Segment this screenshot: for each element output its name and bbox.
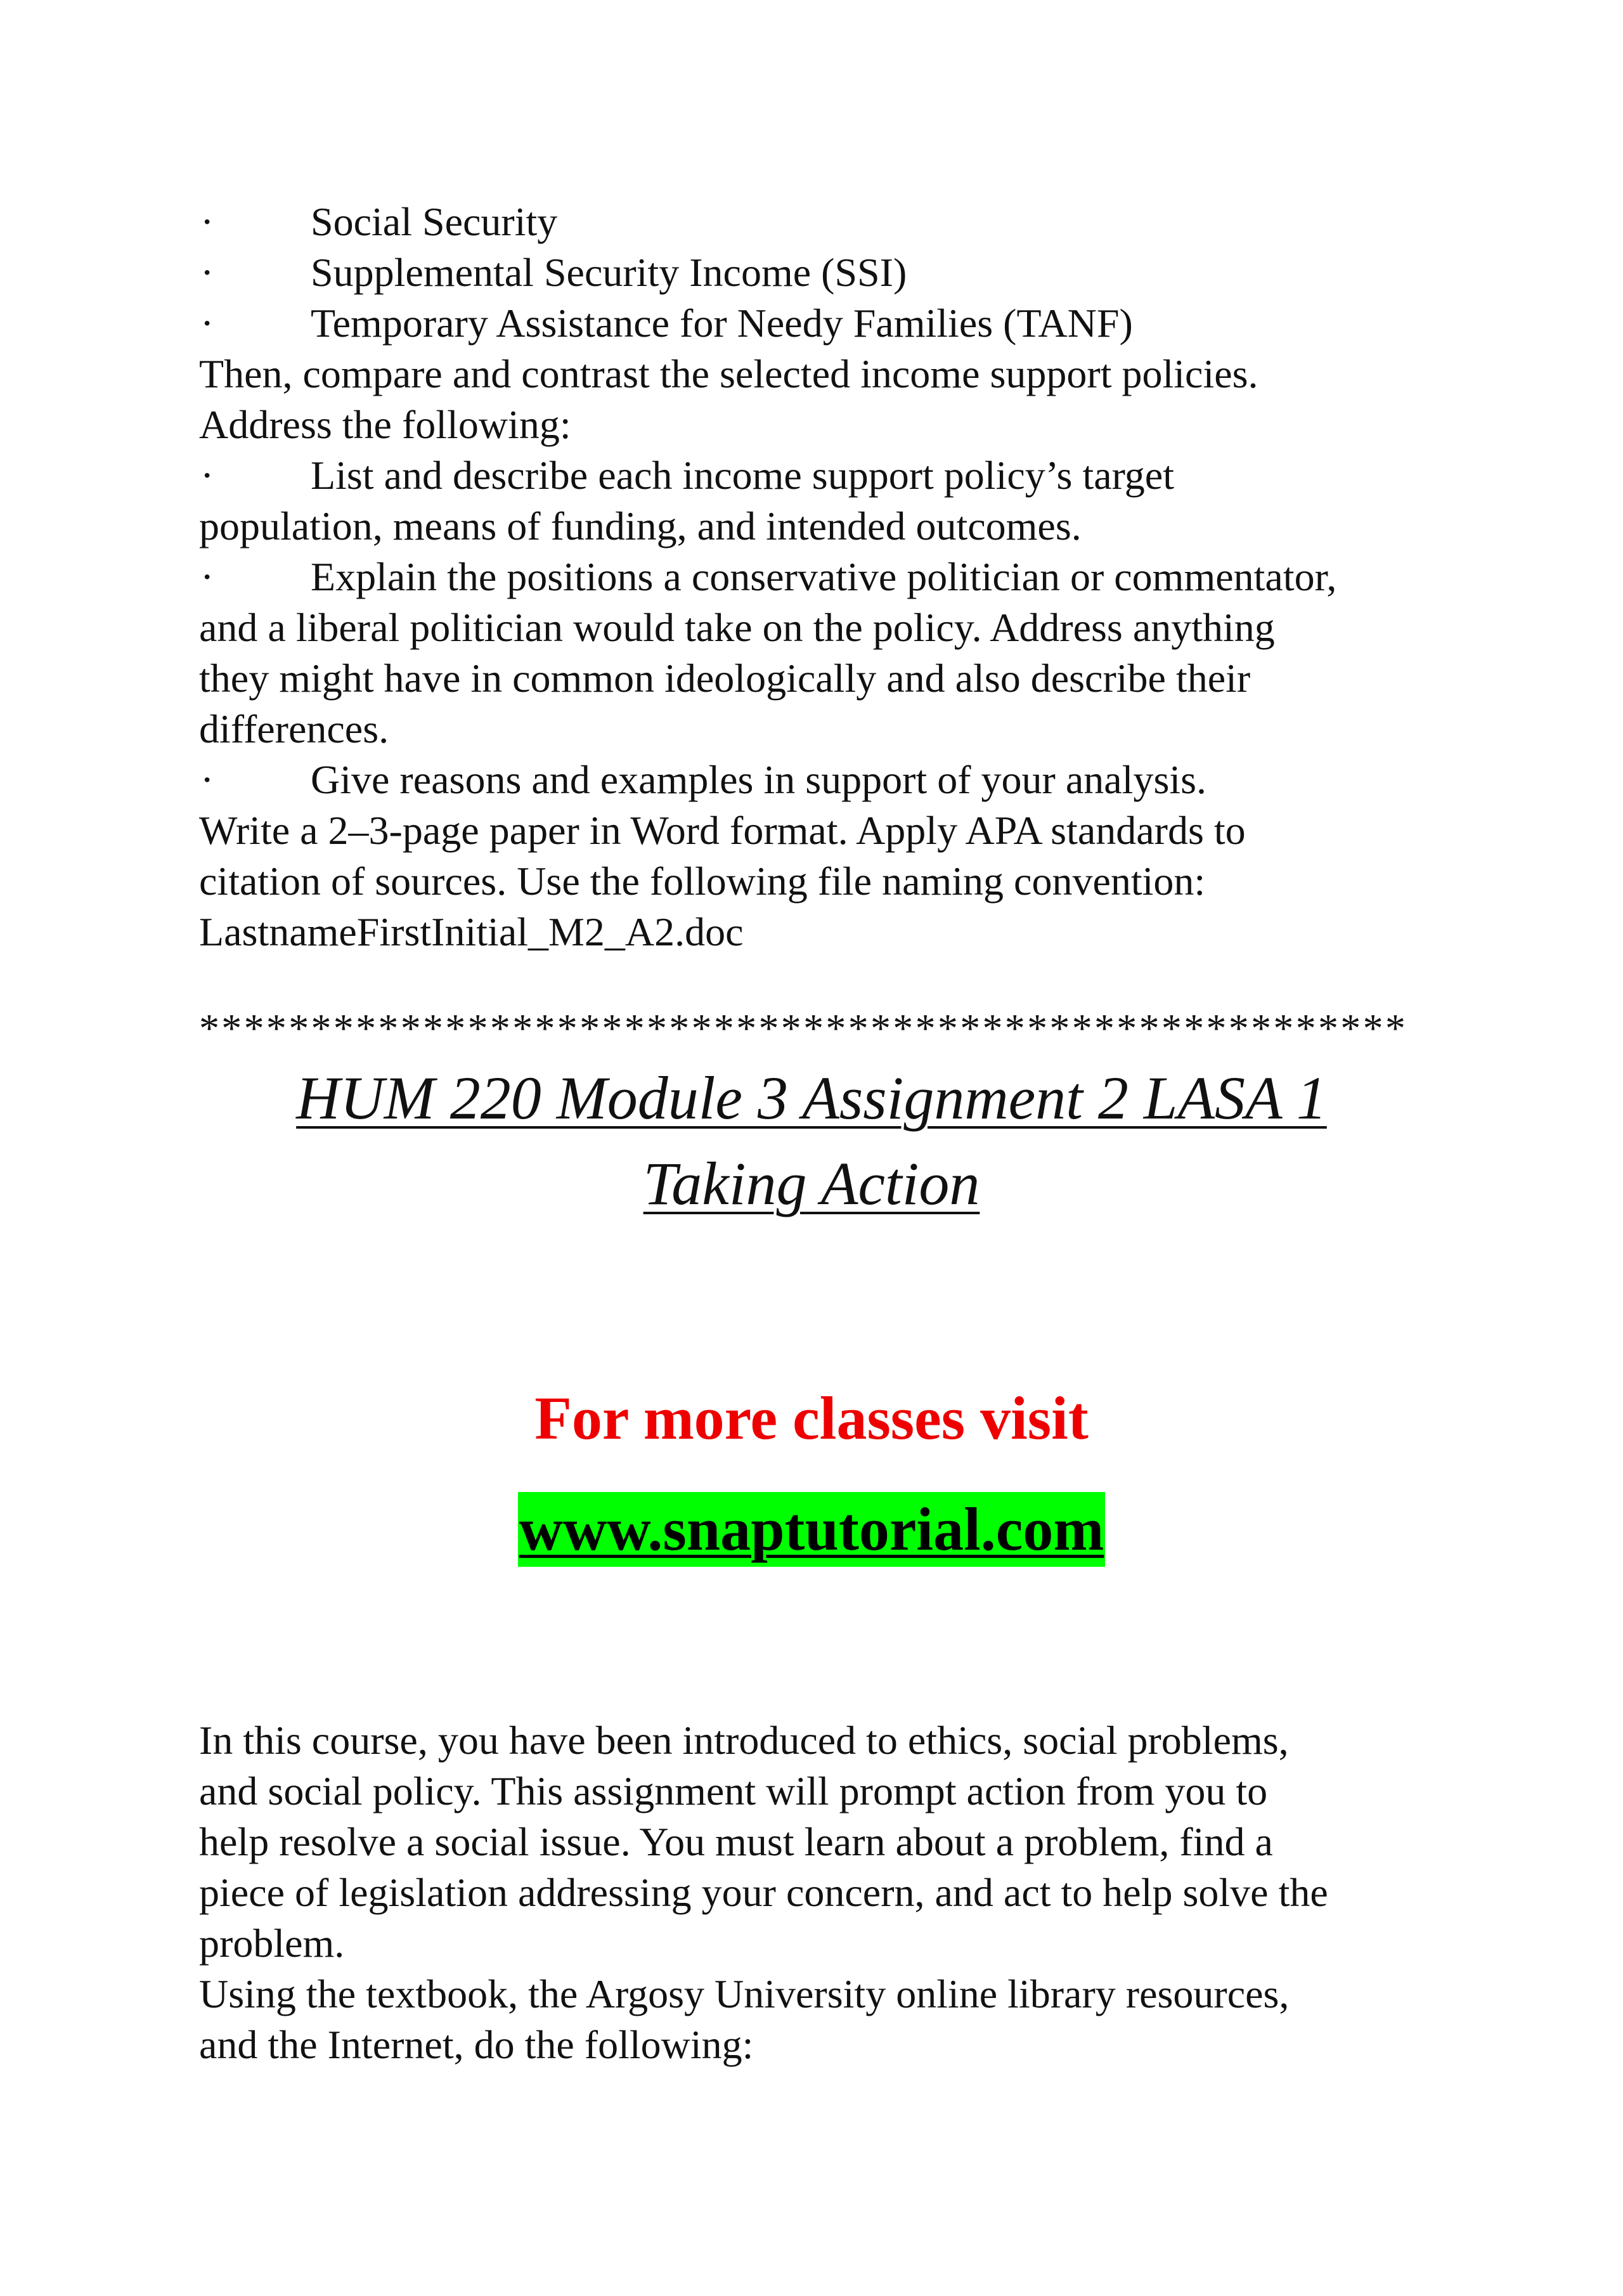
text-line: they might have in common ideologically and also describe their — [199, 656, 1251, 701]
assignment-instructions — [199, 197, 1467, 957]
text-line: Address the following: — [199, 402, 571, 447]
bullet-marker: · — [200, 250, 214, 295]
page-title — [0, 1056, 1623, 1141]
website-link[interactable]: www.snaptutorial.com — [518, 1492, 1106, 1567]
list-item — [199, 552, 1467, 602]
text-line: piece of legislation addressing your concern, and act to help solve the — [199, 1870, 1328, 1915]
separator-stars: ****************************************************** — [199, 1006, 1408, 1051]
list-item — [199, 450, 1467, 501]
bullet-marker: · — [200, 199, 214, 244]
text-line: differences. — [199, 706, 389, 751]
list-item-text: Temporary Assistance for Needy Families (TANF) — [311, 301, 1133, 346]
promo-text: For more classes visit — [534, 1384, 1089, 1452]
bullet-marker: · — [200, 554, 214, 599]
list-item — [199, 247, 1467, 298]
text-line: problem. — [199, 1921, 345, 1966]
text-line: population, means of funding, and intended outcomes. — [199, 503, 1082, 548]
text-line: Using the textbook, the Argosy University online library resources, — [199, 1971, 1290, 2016]
text-line: Write a 2–3-page paper in Word format. Apply APA standards to — [199, 808, 1246, 853]
list-item-text: List and describe each income support policy’s target — [311, 453, 1174, 498]
text-line: Then, compare and contrast the selected income support policies. — [199, 351, 1258, 396]
text-line: help resolve a social issue. You must learn about a problem, find a — [199, 1819, 1273, 1864]
list-item-text: Explain the positions a conservative politician or commentator, — [311, 554, 1337, 599]
text-line: and the Internet, do the following: — [199, 2022, 754, 2067]
list-item — [199, 298, 1467, 349]
text-line: and social policy. This assignment will prompt action from you to — [199, 1768, 1268, 1813]
text-line: citation of sources. Use the following file naming convention: — [199, 859, 1206, 904]
page-subtitle — [0, 1141, 1623, 1226]
text-line: In this course, you have been introduced to ethics, social problems, — [199, 1718, 1289, 1763]
list-item-text: Give reasons and examples in support of your analysis. — [311, 757, 1207, 802]
list-item — [199, 755, 1467, 805]
title-line: HUM 220 Module 3 Assignment 2 LASA 1 — [296, 1064, 1327, 1132]
list-item-text: Supplemental Security Income (SSI) — [311, 250, 907, 295]
promo-link-wrap — [0, 1492, 1623, 1567]
bullet-marker: · — [200, 757, 214, 802]
list-item — [199, 197, 1467, 247]
text-line: LastnameFirstInitial_M2_A2.doc — [199, 909, 744, 954]
bullet-marker: · — [200, 301, 214, 346]
body-paragraph — [199, 1715, 1467, 2070]
list-item-text: Social Security — [311, 199, 558, 244]
bullet-marker: · — [200, 453, 214, 498]
text-line: and a liberal politician would take on the policy. Address anything — [199, 605, 1275, 650]
title-line: Taking Action — [643, 1150, 980, 1217]
